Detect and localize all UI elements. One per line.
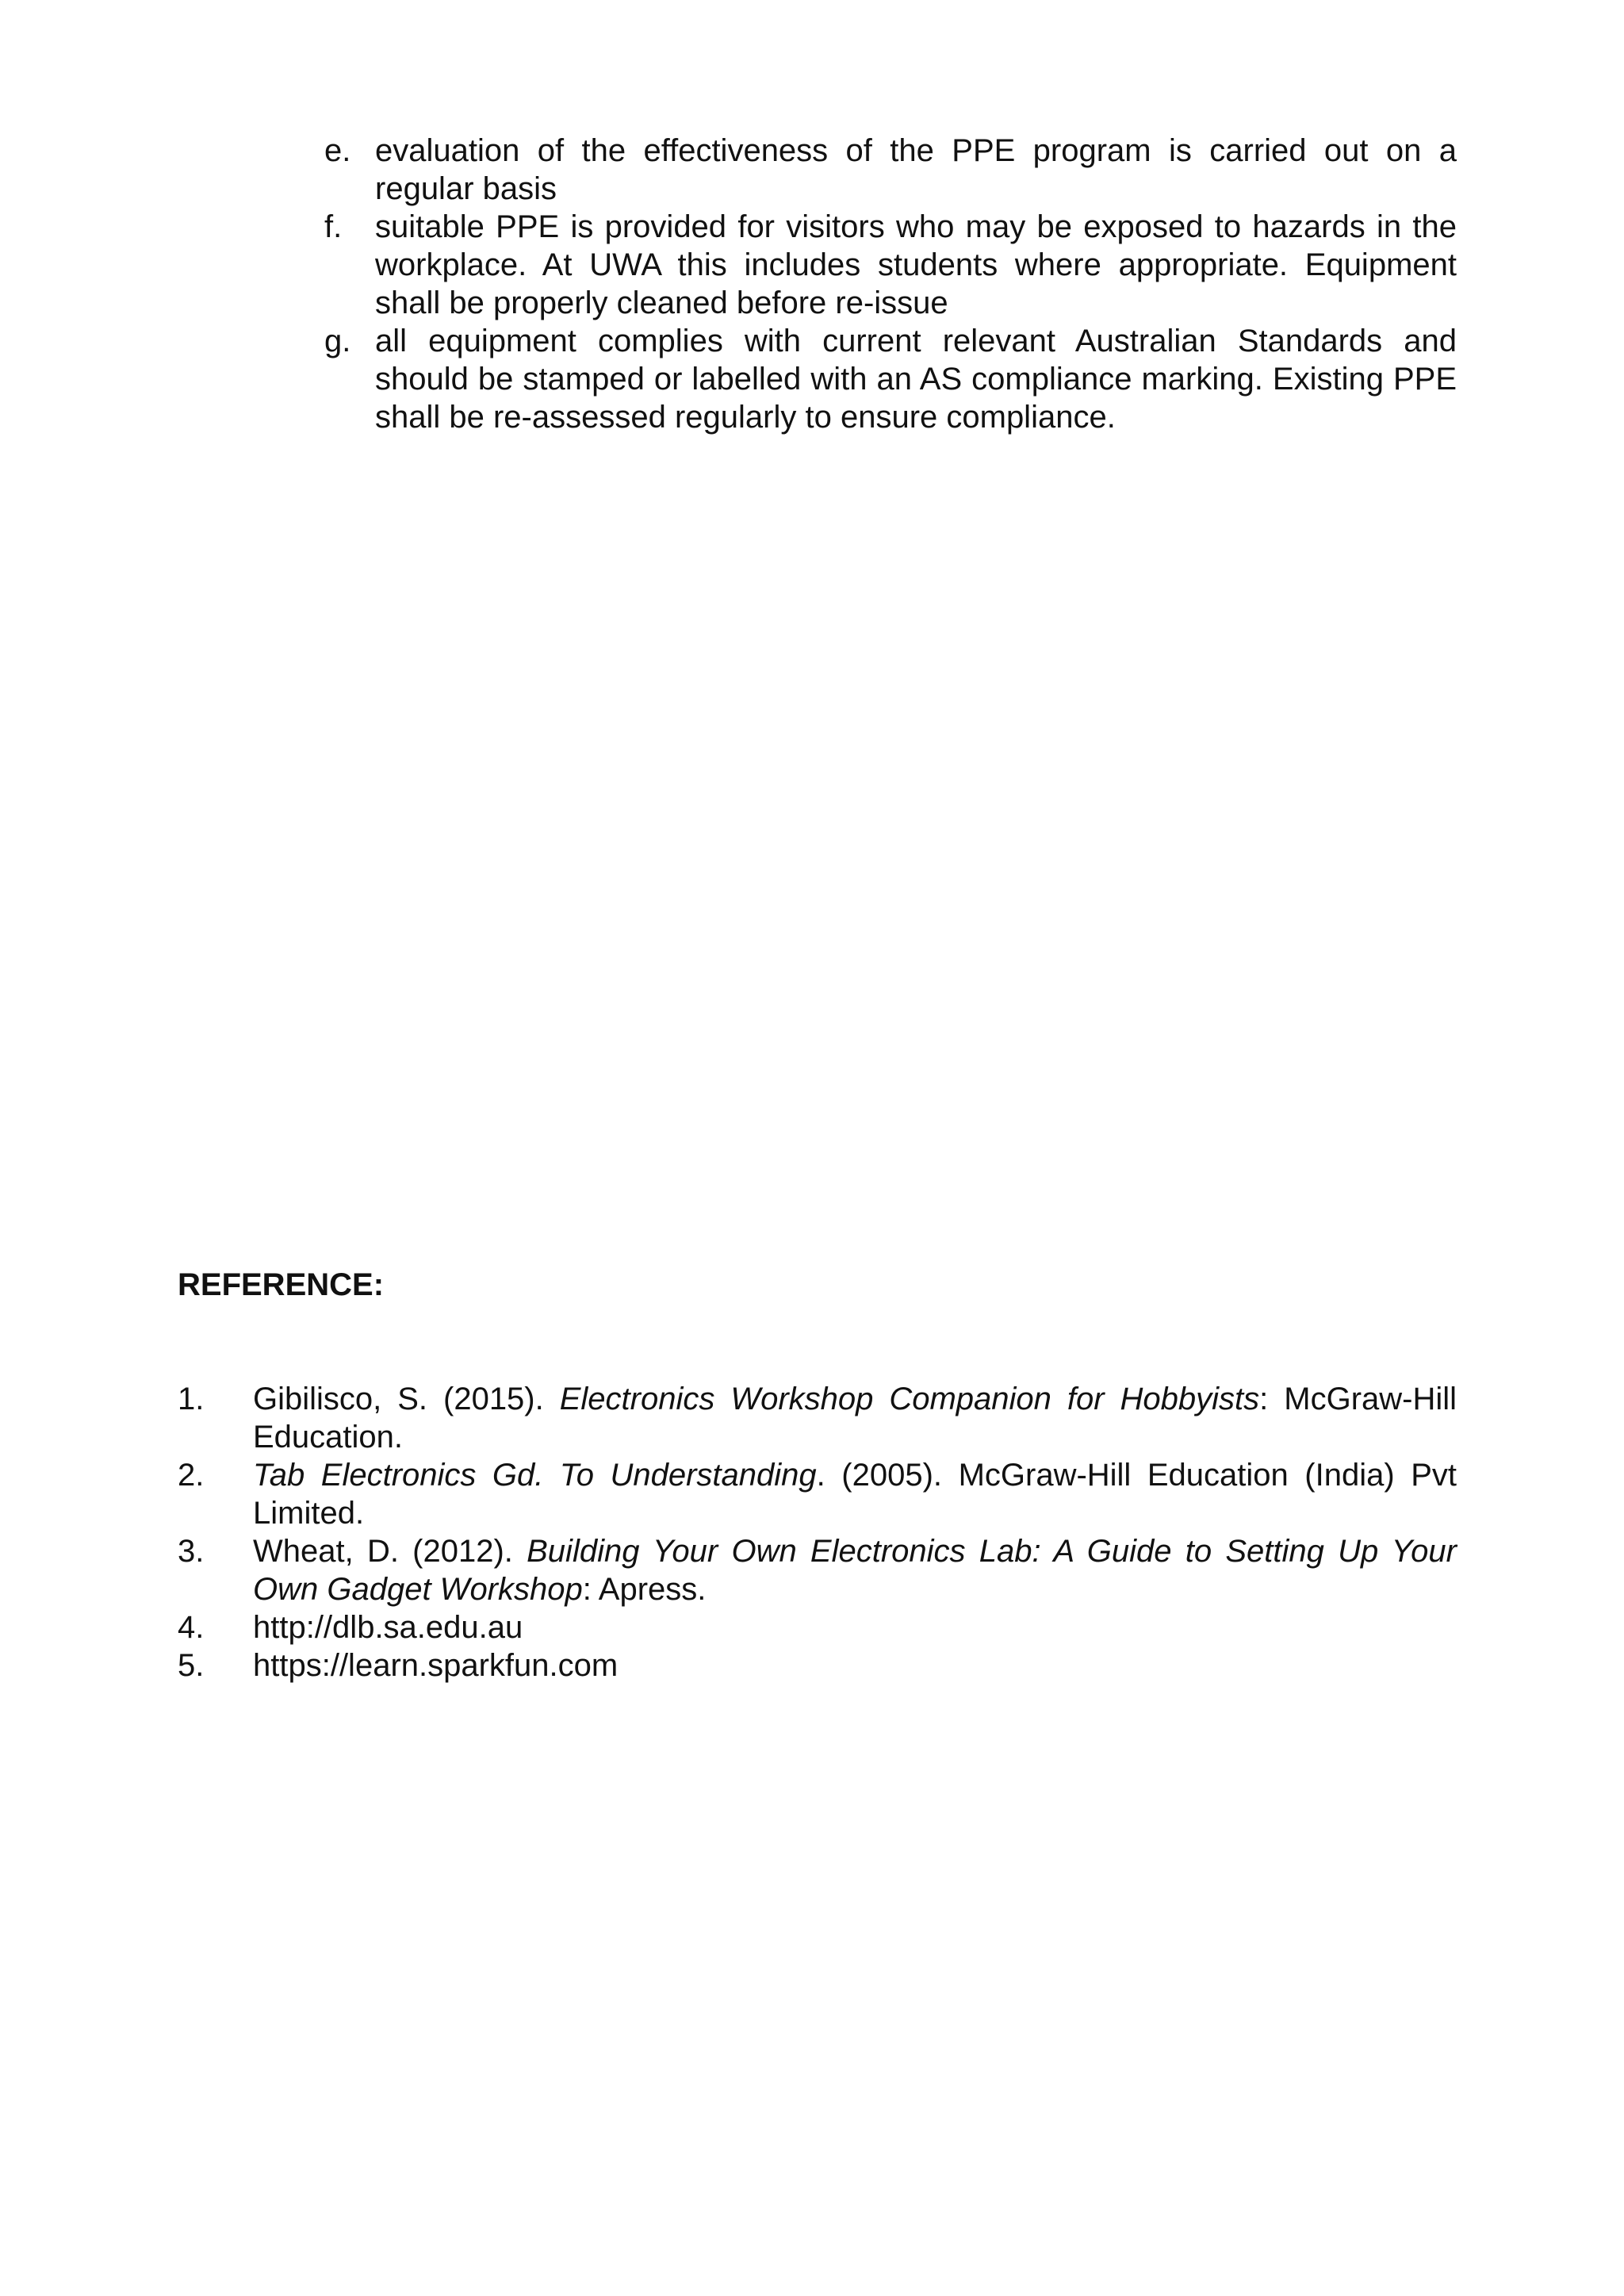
reference-item bbox=[178, 1456, 1457, 1532]
list-marker: g. bbox=[324, 324, 351, 358]
reference-item bbox=[178, 1532, 1457, 1608]
list-marker: e. bbox=[324, 133, 351, 168]
reference-number: 2. bbox=[178, 1458, 205, 1493]
reference-publisher: : McGraw-Hill Education. bbox=[253, 1382, 1457, 1455]
reference-title: Building Your Own Electronics Lab: A Guide to Setting Up Your Own Gadget Workshop bbox=[253, 1534, 1457, 1607]
reference-title: Electronics Workshop Companion for Hobbyists bbox=[559, 1382, 1260, 1416]
list-marker: f. bbox=[324, 209, 343, 244]
reference-author: Gibilisco, S. (2015). bbox=[253, 1382, 560, 1416]
reference-publisher: . (2005). McGraw-Hill Education (India) Pvt Limited. bbox=[253, 1458, 1457, 1531]
list-item-text: all equipment complies with current relevant Australian Standards and should be stamped or labelled with an AS compliance marking. Existing PPE shall be re-assessed regularly to ensure compliance. bbox=[375, 324, 1457, 435]
reference-title: Tab Electronics Gd. To Understanding bbox=[253, 1458, 817, 1493]
list-item bbox=[324, 208, 1457, 322]
reference-heading: REFERENCE: bbox=[178, 1267, 385, 1302]
reference-author: Wheat, D. (2012). bbox=[253, 1534, 527, 1569]
reference-number: 1. bbox=[178, 1382, 205, 1416]
ppe-requirements-list bbox=[324, 132, 1457, 436]
reference-item bbox=[178, 1646, 1457, 1685]
list-item-text: evaluation of the effectiveness of the PPE program is carried out on a regular basis bbox=[375, 133, 1457, 206]
reference-url[interactable]: https://learn.sparkfun.com bbox=[253, 1648, 619, 1683]
reference-number: 4. bbox=[178, 1610, 205, 1645]
reference-url[interactable]: http://dlb.sa.edu.au bbox=[253, 1610, 523, 1645]
reference-item bbox=[178, 1608, 1457, 1646]
list-item-text: suitable PPE is provided for visitors who may be exposed to hazards in the workplace. At UWA this includes students where appropriate. Equipment shall be properly cleaned before re-issue bbox=[375, 209, 1457, 320]
reference-number: 5. bbox=[178, 1648, 205, 1683]
reference-number: 3. bbox=[178, 1534, 205, 1569]
reference-publisher: : Apress. bbox=[582, 1572, 707, 1607]
reference-list bbox=[178, 1380, 1457, 1685]
list-item bbox=[324, 322, 1457, 436]
reference-item bbox=[178, 1380, 1457, 1456]
list-item bbox=[324, 132, 1457, 208]
